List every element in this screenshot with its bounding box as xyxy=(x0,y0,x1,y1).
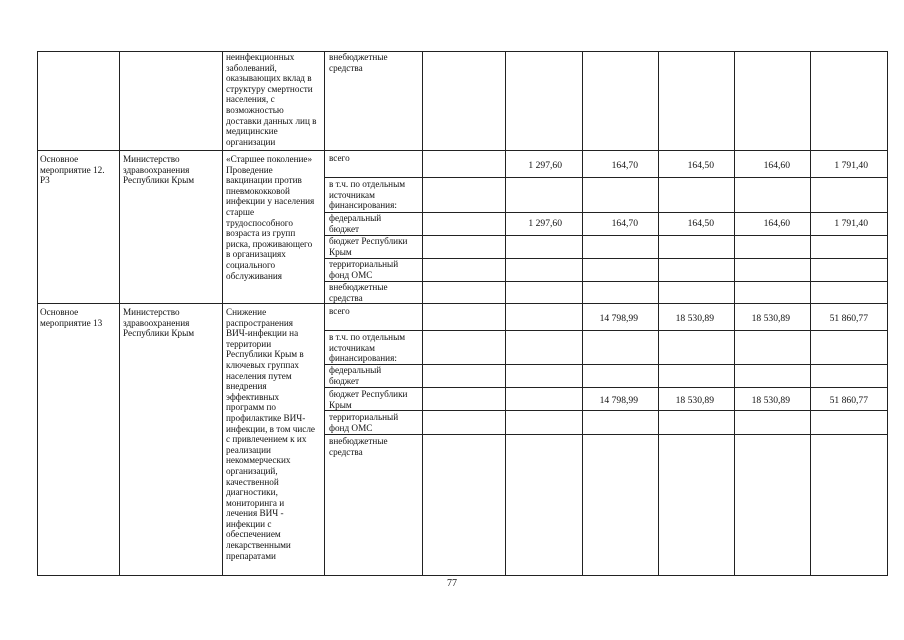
column-divider xyxy=(505,51,506,576)
measure-description: Снижение распространения ВИЧ-инфекции на территории Республики Крым в ключевых группах населения путем внедрения эффективных программ по профилактике ВИЧ- инфекции, в том числе с привлечением к их реализации некоммерческих организаций, качественной диагностики, мониторинга и лечения ВИЧ - инфекции с обеспечением лекарственными препаратами xyxy=(226,307,316,561)
table-border-top xyxy=(37,51,888,52)
column-divider xyxy=(37,51,38,576)
funding-source-label: в т.ч. по отдельным источникам финансирования: xyxy=(329,332,406,364)
funding-source-label: федеральный бюджет xyxy=(329,213,382,234)
row-divider xyxy=(324,177,888,178)
funding-source-label: территориальный фонд ОМС xyxy=(329,412,399,433)
column-divider xyxy=(119,51,120,576)
funding-source-label: бюджет Республики Крым xyxy=(329,236,408,257)
row-divider xyxy=(37,150,888,151)
column-divider xyxy=(324,51,325,576)
funding-source-label: внебюджетные средства xyxy=(329,282,388,303)
funding-source-label: территориальный фонд ОМС xyxy=(329,259,399,280)
row-divider xyxy=(37,303,888,304)
funding-source-label: внебюджетные средства xyxy=(329,436,388,457)
page-number: 77 xyxy=(447,578,457,589)
executor-name: Министерство здравоохранения Республики Крым xyxy=(123,154,195,186)
funding-source-label: всего xyxy=(329,153,350,163)
row-divider xyxy=(324,330,888,331)
measure-description: неинфекционных заболеваний, оказывающих вклад в структуру смертности населения, с возможностью доставки данных лиц в медицинские организации xyxy=(226,52,317,147)
funding-source-label: внебюджетные средства xyxy=(329,52,388,73)
activity-name: Основное мероприятие 13 xyxy=(40,307,103,328)
amount-cell: 164,50 xyxy=(687,218,714,229)
amount-cell: 164,60 xyxy=(763,160,790,171)
measure-description: «Старшее поколение» Проведение вакцинации против пневмококковой инфекции у населения старше трудоспособного возраста из групп риска, проживающего в организациях социального обслуживания xyxy=(226,154,315,281)
funding-source-label: федеральный бюджет xyxy=(329,365,382,386)
amount-cell: 18 530,89 xyxy=(675,395,714,406)
funding-source-label: всего xyxy=(329,306,350,316)
activity-name: Основное мероприятие 12. Р3 xyxy=(40,154,105,186)
column-divider xyxy=(222,51,223,576)
amount-cell: 1 297,60 xyxy=(528,160,562,171)
amount-cell: 51 860,77 xyxy=(829,395,868,406)
row-divider xyxy=(324,387,888,388)
column-divider xyxy=(422,51,423,576)
table-border-bottom xyxy=(37,575,888,576)
table-border-right xyxy=(887,51,888,576)
amount-cell: 164,70 xyxy=(611,160,638,171)
amount-cell: 164,60 xyxy=(763,218,790,229)
row-divider xyxy=(324,434,888,435)
amount-cell: 14 798,99 xyxy=(599,313,638,324)
amount-cell: 18 530,89 xyxy=(751,395,790,406)
amount-cell: 164,70 xyxy=(611,218,638,229)
funding-source-label: в т.ч. по отдельным источникам финансирования: xyxy=(329,179,406,211)
amount-cell: 1 297,60 xyxy=(528,218,562,229)
amount-cell: 164,50 xyxy=(687,160,714,171)
amount-cell: 1 791,40 xyxy=(834,160,868,171)
amount-cell: 1 791,40 xyxy=(834,218,868,229)
funding-source-label: бюджет Республики Крым xyxy=(329,389,408,410)
amount-cell: 14 798,99 xyxy=(599,395,638,406)
amount-cell: 18 530,89 xyxy=(751,313,790,324)
amount-cell: 18 530,89 xyxy=(675,313,714,324)
amount-cell: 51 860,77 xyxy=(829,313,868,324)
executor-name: Министерство здравоохранения Республики Крым xyxy=(123,307,195,339)
